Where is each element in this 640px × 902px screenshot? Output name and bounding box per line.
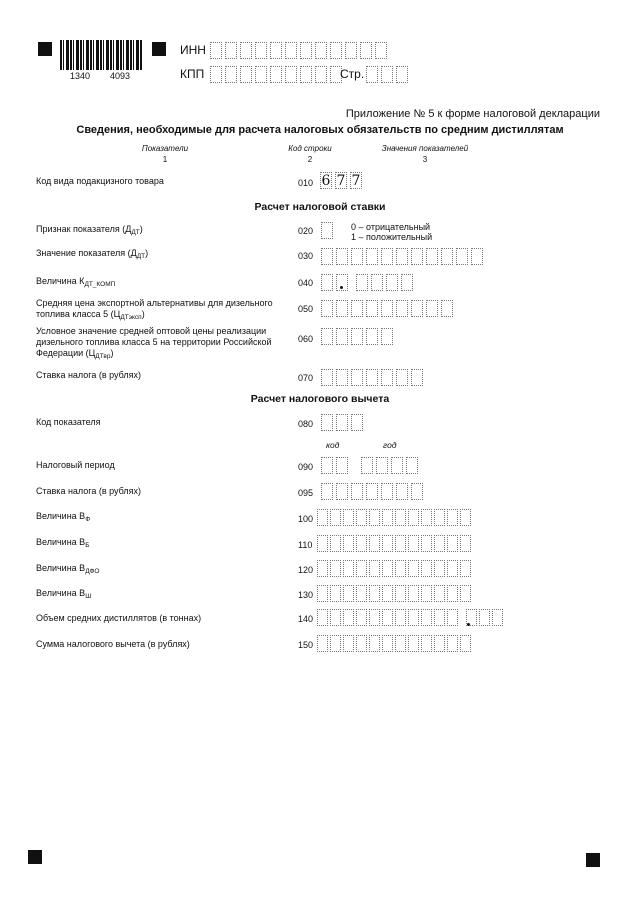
line-code-140: 140 xyxy=(298,614,314,624)
line-code-090: 090 xyxy=(298,462,314,472)
r150-field[interactable] xyxy=(317,635,473,652)
column-header-values: Значения показателей xyxy=(381,144,469,153)
product-code-digit: 6 xyxy=(321,172,331,189)
r120-field[interactable] xyxy=(317,560,473,577)
barcode xyxy=(60,40,142,70)
column-header-indicators: Показатели xyxy=(141,144,189,153)
line-code-130: 130 xyxy=(298,590,314,600)
product-code-label: Код вида подакцизного товара xyxy=(36,176,164,186)
line-code-100: 100 xyxy=(298,514,314,524)
r060-field[interactable] xyxy=(321,328,396,345)
column-number-3: 3 xyxy=(422,155,428,164)
r130-field[interactable] xyxy=(317,585,473,602)
r020-label: Признак показателя $(Д_{ДТ})$ xyxy=(36,224,143,236)
kod-label: код xyxy=(326,440,340,450)
r050-label: Средняя цена экспортной альтернативы для дизельного топлива класса 5 $(Ц_{ДТэксп})$ xyxy=(36,298,273,321)
kpp-label: КПП xyxy=(180,67,205,81)
r090-period-code-field[interactable] xyxy=(321,457,351,474)
r150-label: Сумма налогового вычета (в рублях) xyxy=(36,639,190,649)
line-code-095: 095 xyxy=(298,488,314,498)
r030-label: Значение показателя $(Д_{ДТ})$ xyxy=(36,248,149,260)
line-code-080: 080 xyxy=(298,419,314,429)
page-number-field[interactable] xyxy=(366,66,411,83)
decimal-point xyxy=(340,286,343,289)
r110-field[interactable] xyxy=(317,535,473,552)
line-code-150: 150 xyxy=(298,640,314,650)
section-tax-rate-title: Расчет налоговой ставки xyxy=(254,201,386,213)
r040-label: Величина $К_{ДТ\_КОМП}$ xyxy=(36,276,116,288)
corner-marker-top-left xyxy=(38,42,52,56)
column-header-line-code: Код строки xyxy=(288,144,332,153)
barcode-number-left: 1340 xyxy=(70,71,91,81)
r100-label: Величина $В_Ф$ xyxy=(36,511,91,523)
section-tax-deduction-title: Расчет налогового вычета xyxy=(250,393,390,405)
r080-label: Код показателя xyxy=(36,417,101,427)
god-label: год xyxy=(383,440,397,450)
r095-label: Ставка налога (в рублях) xyxy=(36,486,142,496)
column-number-1: 1 xyxy=(162,155,168,164)
r140-label: Объем средних дистиллятов (в тоннах) xyxy=(36,613,202,623)
barcode-number-right: 4093 xyxy=(110,71,131,81)
r095-field[interactable] xyxy=(321,483,426,500)
product-code-digit: 7 xyxy=(351,172,361,189)
r130-label: Величина $В_Ш$ xyxy=(36,588,92,600)
r050-field[interactable] xyxy=(321,300,456,317)
line-code-110: 110 xyxy=(298,540,313,550)
line-code-060: 060 xyxy=(298,334,314,344)
corner-marker-bottom-left xyxy=(28,850,42,864)
kpp-field[interactable] xyxy=(210,66,345,83)
r040-field[interactable] xyxy=(321,274,416,291)
r020-option-positive: 1 – положительный xyxy=(351,232,433,242)
inn-field[interactable] xyxy=(210,42,390,59)
decimal-point xyxy=(467,623,470,626)
r140-field[interactable] xyxy=(317,609,505,626)
r100-field[interactable] xyxy=(317,509,473,526)
product-code-field[interactable] xyxy=(320,172,365,189)
r070-field[interactable] xyxy=(321,369,426,386)
r020-option-negative: 0 – отрицательный xyxy=(351,222,431,232)
appendix-note: Приложение № 5 к форме налоговой декларации xyxy=(345,108,600,120)
r020-field[interactable] xyxy=(321,222,336,239)
line-code-120: 120 xyxy=(298,565,314,575)
r090-year-field[interactable] xyxy=(361,457,421,474)
r120-label: Величина $В_{ДФО}$ xyxy=(36,563,100,575)
line-code-010: 010 xyxy=(298,178,314,188)
r070-label: Ставка налога (в рублях) xyxy=(36,370,142,380)
r030-field[interactable] xyxy=(321,248,486,265)
page-label: Стр. xyxy=(340,67,365,81)
r110-label: Величина $В_Б$ xyxy=(36,537,90,549)
inn-label: ИНН xyxy=(180,43,206,57)
form-title: Сведения, необходимые для расчета налоговых обязательств по средним дистиллятам xyxy=(76,124,564,136)
line-code-030: 030 xyxy=(298,251,314,261)
line-code-020: 020 xyxy=(298,226,314,236)
r080-field[interactable] xyxy=(321,414,366,431)
r060-label: Условное значение средней оптовой цены реализации дизельного топлива класса 5 на территории Российской Федерации $(Ц_{ДТвр})$ xyxy=(36,326,272,360)
column-number-2: 2 xyxy=(307,155,313,164)
product-code-digit: 7 xyxy=(336,172,346,189)
line-code-040: 040 xyxy=(298,278,314,288)
corner-marker-top-center xyxy=(152,42,166,56)
line-code-050: 050 xyxy=(298,304,314,314)
r090-label: Налоговый период xyxy=(36,460,115,470)
corner-marker-bottom-right xyxy=(586,853,600,867)
line-code-070: 070 xyxy=(298,373,314,383)
